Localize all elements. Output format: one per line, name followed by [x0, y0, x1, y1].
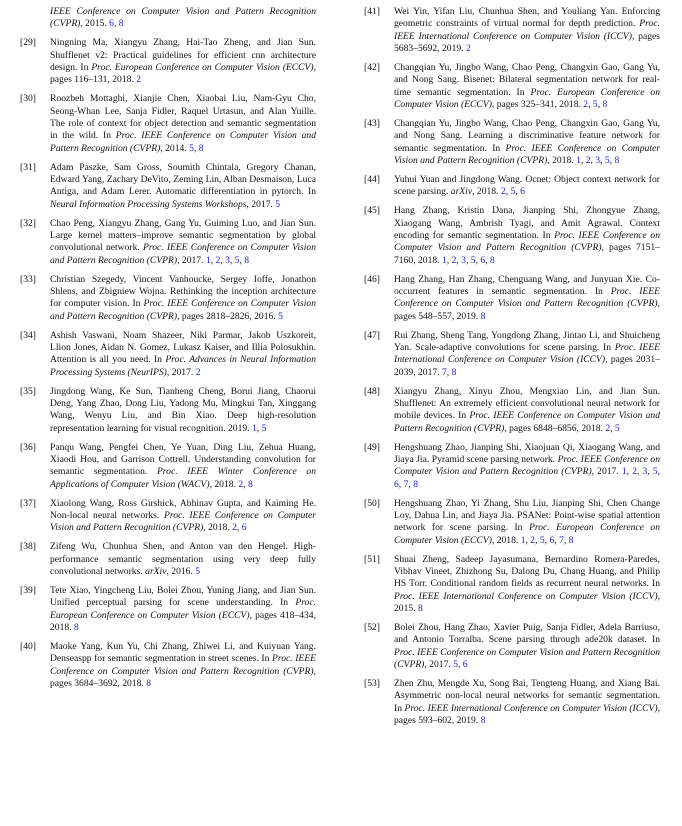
reference-title: Attention is all you need. In	[50, 354, 162, 366]
reference-venue: arXiv	[450, 186, 473, 198]
backref-page-link[interactable]: , 5	[506, 186, 516, 197]
reference-year: , 2018.	[472, 186, 499, 198]
reference-year: , pages 325–341, 2018.	[491, 99, 581, 111]
reference-title: Large kernel matters–improve semantic segmentation by global convolutional network.	[50, 230, 316, 254]
reference-title: Understanding convolution for semantic segmentation.	[50, 454, 316, 478]
reference-entry	[20, 162, 316, 212]
backref-page-link[interactable]: 5	[278, 310, 283, 322]
reference-text	[394, 498, 660, 546]
reference-venue: Proc. IEEE International Conference on Computer Vision (ICCV)	[394, 590, 658, 602]
reference-authors: Xiangyu Zhang, Xinyu Zhou, Mengxiao Lin, and Jian Sun.	[394, 385, 660, 397]
reference-venue: Proc. IEEE Conference on Computer Vision and Pattern Recognition (CVPR)	[394, 230, 660, 254]
reference-title: Unified perceptual parsing for scene understanding. In	[50, 597, 289, 609]
reference-year: 2019.	[227, 422, 250, 434]
reference-text	[50, 37, 316, 85]
reference-title: Automatic differentiation in pytorch. In	[155, 186, 317, 198]
reference-text	[50, 585, 316, 633]
reference-authors: Tete Xiao, Yingcheng Liu, Bolei Zhou, Yuning Jiang, and Jian Sun.	[50, 584, 316, 596]
backref-page-link[interactable]: , 8	[610, 155, 620, 166]
reference-title: Scene parsing through ade20k dataset. In	[488, 634, 660, 646]
reference-title: The role of context for object detection and semantic segmentation in the wild. In	[50, 118, 316, 142]
backref-page-link[interactable]: , 8	[239, 255, 249, 266]
reference-venue: Proc. European Conference on Computer Vision (ECCV)	[91, 62, 314, 73]
reference-number: [37]	[20, 497, 36, 509]
backref-page-link[interactable]: 5	[195, 566, 201, 577]
backref-page-link[interactable]: , 2	[627, 466, 637, 477]
reference-entry	[364, 386, 660, 436]
reference-title: Pyramid scene parsing network.	[431, 454, 556, 465]
reference-authors: Roozbeh Mottaghi, Xianjie Chen, Xiaobai Liu, Nam-Gyu Cho, Seong-Whan Lee, Sanja Fidler, Raquel Urtasun, and Alan Yuille.	[50, 93, 316, 117]
backref-page-link[interactable]: 6	[109, 18, 114, 30]
reference-entry	[20, 541, 316, 578]
reference-title: PSANet: Point-wise spatial attention network for scene parsing. In	[394, 510, 661, 534]
reference-text	[394, 330, 660, 378]
backref-page-link[interactable]: , 2	[581, 155, 591, 166]
reference-number: [41]	[364, 6, 380, 17]
reference-year: , 2017.	[591, 466, 619, 478]
reference-title: Deep high-resolution representation learning for visual recognition.	[50, 410, 316, 434]
reference-text	[50, 330, 316, 378]
backref-page-link[interactable]: 8	[146, 678, 151, 689]
reference-authors: Hang Zhang, Han Zhang, Chenguang Wang, and Junyuan Xie.	[394, 273, 643, 285]
reference-text	[394, 205, 660, 266]
reference-venue: Proc. IEEE Conference on Computer Vision and Pattern Recognition (CVPR)	[50, 510, 316, 534]
backref-page-link[interactable]: , 8	[408, 479, 418, 490]
reference-authors: Ashish Vaswani, Noam Shazeer, Niki Parmar, Jakob Uszkoreit, Llion Jones, Aidan N. Gomez, Lukasz Kaiser, and Illia Polosukhin.	[50, 329, 316, 353]
reference-authors: Hengshuang Zhao, Yi Zhang, Shu Liu, Jianping Shi, Chen Change Loy, Dahua Lin, and Jiaya Jia.	[394, 497, 660, 521]
backref-page-link[interactable]: , 6	[545, 535, 555, 546]
reference-authors: Maoke Yang, Kun Yu, Chi Zhang, Zhiwei Li, and Kuiyuan Yang.	[50, 640, 316, 652]
reference-year: , 2015.	[394, 590, 660, 615]
reference-authors: Rui Zhang, Sheng Tang, Yongdong Zhang, Jintao Li, and Shuicheng Yan.	[394, 329, 660, 353]
backref-page-link[interactable]: , 8	[485, 255, 495, 266]
reference-number: [47]	[364, 329, 380, 341]
backref-page-link[interactable]: , 5	[610, 423, 620, 434]
backref-page-link[interactable]: , 6	[458, 659, 468, 670]
reference-year: , pages 2031–2039, 2017.	[394, 354, 660, 378]
reference-venue: Proc. IEEE Winter Conference on Applications of Computer Vision (WACV)	[50, 466, 316, 490]
reference-authors: Changqian Yu, Jingbo Wang, Chao Peng, Changxin Gao, Gang Yu, and Nong Sang.	[394, 62, 660, 86]
reference-title: Non-local neural networks.	[50, 510, 160, 521]
reference-authors: Zhen Zhu, Mengde Xu, Song Bai, Tengteng Huang, and Xiang Bai.	[394, 678, 660, 689]
backref-page-link[interactable]: 5	[275, 198, 281, 210]
backref-page-link[interactable]: , 3	[590, 155, 600, 166]
backref-page-link[interactable]: , 7	[399, 479, 409, 490]
backref-page-link[interactable]: 8	[418, 603, 423, 615]
reference-text	[50, 442, 316, 490]
backref-page-link[interactable]: , 5	[466, 255, 476, 266]
reference-authors: Chao Peng, Xiangyu Zhang, Gang Yu, Guiming Luo, and Jian Sun.	[50, 217, 316, 229]
reference-year: , 2017.	[177, 254, 204, 266]
reference-entry	[364, 174, 660, 199]
reference-entry	[20, 442, 316, 492]
reference-title: Co-occurrent features in semantic segmentation. In	[394, 273, 660, 297]
reference-year: , pages 548–557, 2019.	[394, 298, 660, 322]
reference-venue: Proc. IEEE International Conference on Computer Vision (ICCV)	[404, 702, 658, 714]
reference-year: , pages 2818–2826, 2016.	[177, 310, 276, 322]
reference-year: , 2018.	[203, 522, 230, 534]
reference-year: , pages 7151–7160, 2018.	[394, 242, 660, 266]
reference-entry	[20, 93, 316, 155]
backref-page-link[interactable]: 2	[465, 43, 471, 55]
reference-venue: Proc. IEEE Conference on Computer Vision and Pattern Recognition (CVPR)	[394, 646, 660, 671]
reference-venue: arXiv	[145, 566, 167, 577]
reference-year: , 2014.	[160, 142, 187, 154]
reference-year: , pages 418–434, 2018.	[50, 609, 316, 633]
reference-year: , 2018.	[547, 155, 574, 167]
reference-text	[50, 498, 316, 534]
reference-number: [52]	[364, 622, 380, 633]
reference-number: [45]	[364, 205, 380, 217]
reference-title: Rethinking the inception architecture for computer vision. In	[50, 286, 316, 310]
reference-year: , pages 5683–5692, 2019.	[394, 30, 660, 55]
backref-page-link[interactable]: 1	[576, 155, 581, 167]
reference-entry	[20, 585, 316, 635]
backref-page-link[interactable]: , 8	[243, 479, 253, 490]
reference-venue: IEEE Conference on Computer Vision and Pattern Recognition (CVPR)	[50, 6, 316, 30]
reference-authors: Hang Zhang, Kristin Dana, Jianping Shi, Zhongyue Zhang, Xiaogang Wang, Ambrish Tyagi, and Amit Agrawal.	[394, 205, 660, 229]
reference-number: [38]	[20, 541, 36, 553]
backref-page-link[interactable]: 2	[605, 422, 611, 434]
backref-page-link[interactable]: 1	[520, 534, 526, 546]
reference-title: Learning a discriminative feature network for semantic segmentation. In	[394, 130, 660, 154]
reference-entry	[20, 641, 316, 691]
reference-number: [50]	[364, 497, 380, 509]
backref-page-link[interactable]: , 5	[647, 466, 657, 477]
backref-page-link[interactable]: , 5	[257, 423, 267, 434]
backref-page-link[interactable]: , 2	[525, 535, 535, 546]
reference-authors: Christian Szegedy, Vincent Vanhoucke, Sergey Ioffe, Jonathon Shlens, and Zbigniew Wojna.	[50, 273, 316, 297]
reference-entry	[364, 622, 660, 672]
reference-venue: Proc. IEEE Conference on Computer Vision and Pattern Recognition (CVPR)	[394, 286, 660, 310]
reference-number: [32]	[20, 217, 36, 229]
reference-year: , 2017.	[246, 198, 273, 210]
reference-year: , pages 6848–6856, 2018.	[504, 422, 603, 434]
reference-title: Shufflenet: An extremely efficient convolutional neural network for mobile devices. In	[394, 398, 660, 422]
reference-number: [35]	[20, 385, 36, 397]
reference-number: [36]	[20, 441, 36, 453]
backref-page-link[interactable]: , 6	[515, 186, 525, 197]
reference-text	[394, 442, 660, 490]
backref-page-link[interactable]: 5	[189, 142, 194, 154]
reference-number: [31]	[20, 161, 36, 173]
references-right-column	[364, 6, 660, 734]
reference-authors: Xiaolong Wang, Ross Girshick, Abhinav Gupta, and Kaiming He.	[50, 497, 316, 509]
backref-page-link[interactable]: , 5	[230, 255, 240, 266]
reference-authors: Yuhui Yuan and Jingdong Wang.	[394, 174, 523, 185]
backref-page-link[interactable]: , 2	[211, 255, 221, 266]
backref-page-link[interactable]: 2	[232, 522, 237, 534]
backref-page-link[interactable]: 1	[251, 422, 257, 434]
reference-title: Shufflenet v2: Practical guidelines for efficient cnn architecture design. In	[50, 49, 316, 73]
references-left-column	[20, 6, 316, 697]
backref-page-link[interactable]: , 5	[600, 155, 610, 166]
reference-entry	[20, 218, 316, 268]
reference-number: [39]	[20, 584, 36, 596]
reference-title: Asymmetric non-local neural networks for semantic segmentation. In	[394, 690, 660, 714]
backref-page-link[interactable]: 2	[583, 99, 589, 111]
reference-number: [51]	[364, 553, 380, 565]
reference-number: [46]	[364, 273, 380, 285]
reference-venue: Proc. IEEE Conference on Computer Vision and Pattern Recognition (CVPR)	[50, 298, 316, 322]
backref-page-link[interactable]: 2	[500, 186, 506, 198]
backref-page-link[interactable]: , 3	[456, 255, 466, 266]
reference-venue: Proc. IEEE Conference on Computer Vision and Pattern Recognition (CVPR)	[394, 410, 660, 434]
reference-text	[394, 622, 660, 670]
reference-authors: Changqian Yu, Jingbo Wang, Chao Peng, Changxin Gao, Gang Yu, and Nong Sang.	[394, 118, 660, 142]
reference-authors: Panqu Wang, Pengfei Chen, Ye Yuan, Ding Liu, Zehua Huang, Xiaodi Hou, and Garrison Cottrell.	[50, 441, 316, 465]
reference-entry	[20, 37, 316, 87]
backref-page-link[interactable]: , 6	[237, 522, 247, 533]
reference-entry	[364, 678, 660, 728]
reference-number: [30]	[20, 93, 36, 105]
reference-authors: Zifeng Wu, Chunhua Shen, and Anton van den Hengel.	[50, 541, 288, 553]
reference-authors: Shuai Zheng, Sadeep Jayasumana, Bernardino Romera-Paredes, Vibhav Vineet, Zhizhong Su, Dalong Du, Chang Huang, and Philip HS Torr.	[394, 553, 660, 590]
backref-page-link[interactable]: , 5	[588, 99, 598, 110]
reference-year: , 2017.	[424, 659, 451, 671]
reference-venue: Proc. IEEE Conference on Computer Vision and Pattern Recognition (CVPR)	[394, 454, 661, 478]
reference-title: Conditional random fields as recurrent neural networks. In	[430, 578, 661, 590]
reference-title: Enforcing geometric constraints of virtual normal for depth prediction.	[394, 6, 660, 30]
reference-venue: Proc. IEEE Conference on Computer Vision and Pattern Recognition (CVPR)	[50, 130, 317, 154]
reference-year: , 2016.	[166, 566, 193, 577]
reference-year: , pages 116–131, 2018.	[50, 62, 317, 86]
reference-text	[50, 93, 316, 154]
backref-page-link[interactable]: , 2	[447, 255, 457, 266]
reference-entry	[364, 498, 660, 548]
reference-year: , pages 593–602, 2019.	[394, 702, 660, 727]
reference-entry	[364, 554, 660, 616]
reference-number: [49]	[364, 441, 380, 453]
reference-entry	[364, 442, 660, 492]
backref-page-link[interactable]: , 7	[554, 535, 564, 546]
reference-entry	[364, 118, 660, 168]
reference-number: [43]	[364, 118, 380, 129]
reference-year: , 2015.	[80, 18, 107, 30]
reference-entry	[20, 6, 316, 31]
reference-title: Scale-adaptive convolutions for scene parsing. In	[415, 342, 612, 353]
reference-number: [44]	[364, 174, 380, 185]
reference-text	[394, 554, 660, 615]
reference-title: Context encoding for semantic segmentation. In	[394, 217, 660, 241]
reference-entry	[364, 274, 660, 324]
reference-text	[394, 386, 660, 434]
backref-page-link[interactable]: 8	[74, 622, 79, 633]
backref-page-link[interactable]: 1	[441, 254, 447, 266]
backref-page-link[interactable]: 1	[205, 254, 211, 266]
reference-number: [34]	[20, 329, 36, 341]
backref-page-link[interactable]: 8	[480, 310, 486, 322]
reference-year: , 2017.	[166, 366, 194, 378]
reference-text	[50, 218, 316, 266]
backref-page-link[interactable]: , 5	[535, 535, 545, 546]
reference-venue: Proc. European Conference on Computer Vision (ECCV)	[50, 597, 317, 621]
reference-year: , 2018.	[491, 534, 519, 546]
reference-title: Bisenet: Bilateral segmentation network for real-time semantic segmentation. In	[394, 74, 660, 98]
reference-text	[50, 162, 316, 210]
reference-venue: Proc. European Conference on Computer Vision (ECCV)	[394, 86, 661, 111]
reference-entry	[20, 386, 316, 436]
reference-entry	[364, 330, 660, 380]
backref-page-link[interactable]: 7	[441, 366, 447, 378]
reference-entry	[20, 498, 316, 535]
reference-authors: Wei Yin, Yifan Liu, Chunhua Shen, and Youliang Yan.	[394, 6, 618, 17]
reference-number: [29]	[20, 37, 36, 49]
backref-page-link[interactable]: 2	[136, 74, 142, 86]
reference-number: [40]	[20, 640, 36, 652]
reference-year: , 2018.	[209, 478, 236, 490]
reference-entry	[364, 62, 660, 112]
reference-text	[50, 386, 316, 434]
reference-authors: Ningning Ma, Xiangyu Zhang, Hai-Tao Zheng, and Jian Sun.	[50, 37, 316, 49]
reference-entry	[20, 330, 316, 380]
reference-entry	[364, 6, 660, 56]
reference-venue: Proc. European Conference on Computer Vision (ECCV)	[394, 522, 661, 546]
reference-venue: Proc. IEEE International Conference on Computer Vision (ICCV)	[394, 342, 660, 366]
reference-authors: Hengshuang Zhao, Jianping Shi, Xiaojuan Qi, Xiaogang Wang, and Jiaya Jia.	[394, 441, 660, 465]
reference-text	[394, 6, 660, 54]
backref-page-link[interactable]: 1	[621, 466, 627, 478]
reference-entry	[20, 274, 316, 324]
reference-authors: Bolei Zhou, Hang Zhao, Xavier Puig, Sanja Fidler, Adela Barriuso, and Antonio Torralba.	[394, 622, 660, 646]
backref-page-link[interactable]: , 8	[564, 535, 574, 546]
reference-text	[394, 118, 660, 166]
reference-text	[394, 62, 660, 110]
backref-page-link[interactable]: , 3	[220, 255, 230, 266]
backref-page-link[interactable]: , 8	[194, 143, 204, 154]
reference-text	[50, 641, 316, 689]
reference-text	[394, 174, 660, 197]
backref-page-link[interactable]: 5	[453, 659, 458, 671]
reference-authors: Adam Paszke, Sam Gross, Soumith Chintala, Gregory Chanan, Edward Yang, Zachary DeVito, Zeming Lin, Alban Desmaison, Luca Antiga, and Adam Lerer.	[50, 161, 316, 198]
backref-page-link[interactable]: , 8	[598, 99, 608, 110]
backref-page-link[interactable]: 2	[195, 366, 201, 378]
reference-title: Denseaspp for semantic segmentation in street scenes. In	[50, 653, 270, 665]
backref-page-link[interactable]: , 8	[114, 18, 124, 29]
backref-page-link[interactable]: 2	[238, 478, 244, 490]
reference-authors: Jingdong Wang, Ke Sun, Tianheng Cheng, Borui Jiang, Chaorui Deng, Yang Zhao, Dong Liu, Yadong Mu, Mingkui Tan, Xinggang Wang, Wenyu Liu, and Bin Xiao.	[50, 385, 316, 422]
backref-page-link[interactable]: , 8	[447, 367, 457, 378]
reference-venue: Proc. IEEE Conference on Computer Vision and Pattern Recognition (CVPR)	[394, 142, 660, 167]
reference-venue: Proc. Advances in Neural Information Processing Systems (NeurIPS)	[50, 354, 316, 378]
reference-venue: Neural Information Processing Systems Workshops	[50, 198, 247, 210]
reference-text	[50, 6, 316, 29]
reference-number: [42]	[364, 62, 380, 73]
reference-venue: Proc. IEEE Conference on Computer Vision and Pattern Recognition (CVPR)	[50, 653, 316, 677]
reference-number: [48]	[364, 385, 380, 397]
reference-title: High-performance semantic segmentation using very deep fully convolutional networks.	[50, 541, 316, 577]
reference-text	[50, 274, 316, 322]
reference-number: [33]	[20, 273, 36, 285]
reference-text	[394, 274, 660, 322]
reference-text	[394, 678, 660, 726]
backref-page-link[interactable]: , 6	[394, 466, 660, 489]
backref-page-link[interactable]: 8	[480, 715, 486, 727]
reference-year: , pages 3684–3692, 2018.	[50, 665, 316, 689]
reference-number: [53]	[364, 678, 380, 689]
reference-text	[50, 541, 316, 577]
backref-page-link[interactable]: , 6	[476, 255, 486, 266]
backref-page-link[interactable]: , 3	[637, 466, 647, 477]
reference-title: Ocnet: Object context network for scene parsing.	[394, 174, 660, 198]
reference-venue: Proc. IEEE International Conference on Computer Vision (ICCV)	[394, 18, 660, 42]
reference-venue: Proc. IEEE Conference on Computer Vision and Pattern Recognition (CVPR)	[50, 242, 316, 266]
reference-entry	[364, 205, 660, 267]
